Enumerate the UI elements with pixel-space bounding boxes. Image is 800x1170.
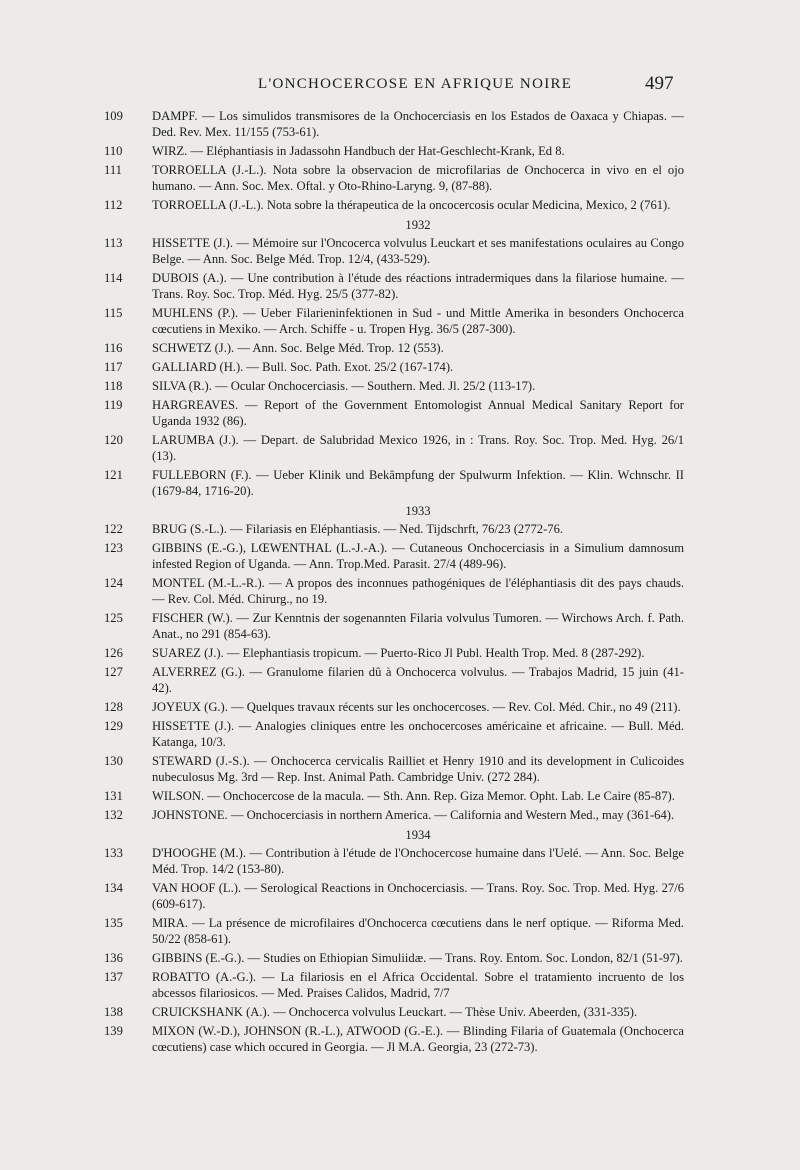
- entry-number: 119: [104, 398, 123, 413]
- entry-number: 112: [104, 198, 123, 213]
- entry-number: 120: [104, 433, 123, 448]
- entry-text: FISCHER (W.). — Zur Kenntnis der sogenannten Filaria volvulus Tumoren. — Wirchows Arch. f. Path. Anat., no 291 (854-63).: [152, 610, 684, 641]
- bibliography-entry: [104, 198, 684, 214]
- bibliography-entry: [104, 881, 684, 913]
- bibliography-entry: [104, 163, 684, 195]
- entry-number: 129: [104, 719, 123, 734]
- bibliography-entry: [104, 144, 684, 160]
- entry-text: D'HOOGHE (M.). — Contribution à l'étude de l'Onchocercose humaine dans l'Uelé. — Ann. Soc. Belge Méd. Trop. 14/2 (153-80).: [152, 845, 684, 876]
- bibliography-entry: [104, 576, 684, 608]
- entry-number: 117: [104, 359, 123, 374]
- bibliography-entry: [104, 789, 684, 805]
- entry-number: 110: [104, 143, 123, 158]
- entry-number: 115: [104, 305, 123, 320]
- running-title: L'ONCHOCERCOSE EN AFRIQUE NOIRE: [258, 76, 573, 92]
- bibliography-entry: [104, 109, 684, 141]
- entry-number: 135: [104, 915, 123, 930]
- bibliography-entry: [104, 646, 684, 662]
- entry-number: 128: [104, 699, 123, 714]
- year-heading: 1933: [405, 503, 431, 518]
- bibliography-entry: [104, 1005, 684, 1021]
- entry-number: 132: [104, 808, 123, 823]
- bibliography-entry: [104, 970, 684, 1002]
- bibliography-entry: [104, 916, 684, 948]
- entry-number: 109: [104, 109, 123, 123]
- entry-text: SCHWETZ (J.). — Ann. Soc. Belge Méd. Trop. 12 (553).: [152, 340, 444, 355]
- bibliography-entry: [104, 433, 684, 465]
- entry-number: 114: [104, 270, 123, 285]
- entry-text: WILSON. — Onchocercose de la macula. — Sth. Ann. Rep. Giza Memor. Opht. Lab. Le Caire (85-87).: [152, 789, 675, 804]
- entry-number: 130: [104, 754, 123, 769]
- entry-text: HISSETTE (J.). — Analogies cliniques entre les onchocercoses américaine et africaine. — Bull. Méd. Katanga, 10/3.: [152, 719, 684, 749]
- bibliography-entry: [104, 846, 684, 878]
- entry-text: JOYEUX (G.). — Quelques travaux récents sur les onchocercoses. — Rev. Col. Méd. Chir., no 49 (211).: [152, 699, 681, 714]
- entry-text: MIXON (W.-D.), JOHNSON (R.-L.), ATWOOD (G.-E.). — Blinding Filaria of Guatemala (Onchocerca cœcutiens) case which occured in Georgia. — Jl M.A. Georgia, 23 (272-73).: [152, 1024, 684, 1054]
- entry-text: SILVA (R.). — Ocular Onchocerciasis. — Southern. Med. Jl. 25/2 (113-17).: [152, 379, 536, 394]
- year-heading: 1934: [405, 828, 431, 843]
- entry-text: TORROELLA (J.-L.). Nota sobre la thérapeutica de la oncocercosis ocular Medicina, Mexico, 2 (761).: [152, 198, 671, 213]
- entry-text: LARUMBA (J.). — Depart. de Salubridad Mexico 1926, in : Trans. Roy. Soc. Trop. Med. Hyg. 26/1 (13).: [152, 433, 684, 464]
- bibliography-entry: [104, 719, 684, 751]
- bibliography-entry: [104, 379, 684, 395]
- entry-text: FULLEBORN (F.). — Ueber Klinik und Bekâmpfung der Spulwurm Infektion. — Klin. Wchnschr. II (1679-84, 1716-20).: [152, 468, 684, 499]
- bibliography-entry: [104, 541, 684, 573]
- entry-number: 113: [104, 235, 123, 250]
- entry-text: ROBATTO (A.-G.). — La filariosis en el Africa Occidental. Sobre el tratamiento incruento de los abcessos filariosicos. — Med. Praises Calidos, Madrid, 7/7: [152, 970, 684, 1000]
- bibliography-entry: [104, 360, 684, 376]
- entry-text: MUHLENS (P.). — Ueber Filarieninfektionen in Sud - und Mittle Amerika in besonders Onchocerca cœcutiens in Mexiko. — Arch. Schiffe - u. Tropen Hyg. 36/5 (287-300).: [152, 305, 684, 336]
- entry-text: VAN HOOF (L.). — Serological Reactions in Onchocerciasis. — Trans. Roy. Soc. Trop. Med. Hyg. 27/6 (609-617).: [152, 880, 684, 911]
- entry-number: 138: [104, 1005, 123, 1019]
- bibliography-entry: [104, 611, 684, 643]
- bibliography-entry: [104, 951, 684, 967]
- entry-number: 116: [104, 340, 123, 355]
- entry-number: 118: [104, 379, 123, 394]
- bibliography-entry: [104, 341, 684, 357]
- bibliography-entry: [104, 522, 684, 538]
- entry-number: 133: [104, 845, 123, 860]
- bibliography-entry: [104, 271, 684, 303]
- bibliography-entry: [104, 306, 684, 338]
- entry-number: 136: [104, 950, 123, 965]
- entry-text: DAMPF. — Los simulidos transmisores de la Onchocerciasis en los Estados de Oaxaca y Chiapas. — Ded. Rev. Mex. 11/155 (753-61).: [152, 109, 684, 139]
- entry-number: 123: [104, 540, 123, 555]
- bibliography-entry: [104, 665, 684, 697]
- entry-number: 125: [104, 610, 123, 625]
- entry-number: 111: [104, 163, 122, 178]
- entry-text: GALLIARD (H.). — Bull. Soc. Path. Exot. 25/2 (167-174).: [152, 359, 454, 374]
- entry-text: GIBBINS (E.-G.), LŒWENTHAL (L.-J.-A.). — Cutaneous Onchocerciasis in a Simulium damnosum infested Region of Uganda. — Ann. Trop.Med. Parasit. 27/4 (489-96).: [152, 540, 684, 571]
- bibliography-list: [104, 109, 684, 1059]
- entry-text: STEWARD (J.-S.). — Onchocerca cervicalis Railliet et Henry 1910 and its development in Culicoides nubeculosus Mg. 3rd — Rep. Inst. Animal Path. Cambridge Univ. (272 284).: [152, 754, 684, 784]
- bibliography-entry: [104, 236, 684, 268]
- entry-text: SUAREZ (J.). — Elephantiasis tropicum. — Puerto-Rico Jl Publ. Health Trop. Med. 8 (287-292).: [152, 645, 645, 660]
- entry-number: 126: [104, 645, 123, 660]
- year-heading: 1932: [405, 217, 431, 232]
- entry-text: CRUICKSHANK (A.). — Onchocerca volvulus Leuckart. — Thèse Univ. Abeerden, (331-335).: [152, 1005, 638, 1019]
- entry-text: MIRA. — La présence de microfilaires d'Onchocerca cœcutiens dans le nerf optique. — Riforma Med. 50/22 (858-61).: [152, 915, 684, 946]
- entry-number: 122: [104, 521, 123, 536]
- entry-text: HARGREAVES. — Report of the Government Entomologist Annual Medical Sanitary Report for Uganda 1932 (86).: [152, 398, 684, 429]
- bibliography-entry: [104, 1024, 684, 1056]
- entry-number: 134: [104, 880, 123, 895]
- entry-text: HISSETTE (J.). — Mémoire sur l'Oncocerca volvulus Leuckart et ses manifestations oculaires au Congo Belge. — Ann. Soc. Belge Méd. Trop. 12/4, (433-529).: [152, 235, 684, 266]
- entry-text: DUBOIS (A.). — Une contribution à l'étude des réactions intradermiques dans la filariose humaine. — Trans. Roy. Soc. Trop. Méd. Hyg. 25/5 (377-82).: [152, 270, 684, 301]
- bibliography-entry: [104, 808, 684, 824]
- entry-number: 139: [104, 1024, 123, 1039]
- entry-text: MONTEL (M.-L.-R.). — A propos des inconnues pathogéniques de l'éléphantiasis dit des pays chauds. — Rev. Col. Méd. Chirurg., no 19.: [152, 575, 684, 606]
- bibliography-entry: [104, 754, 684, 786]
- entry-text: BRUG (S.-L.). — Filariasis en Eléphantiasis. — Ned. Tijdschrft, 76/23 (2772-76.: [152, 521, 564, 536]
- running-header: [0, 73, 800, 100]
- entry-number: 127: [104, 664, 123, 679]
- entry-text: ALVERREZ (G.). — Granulome filarien dû à Onchocerca volvulus. — Trabajos Madrid, 15 juin (41-42).: [152, 664, 684, 695]
- bibliography-entry: [104, 700, 684, 716]
- bibliography-entry: [104, 398, 684, 430]
- entry-number: 137: [104, 970, 123, 985]
- bibliography-entry: [104, 468, 684, 500]
- entry-text: TORROELLA (J.-L.). Nota sobre la observacion de microfilarias de Onchocerca in vivo en el ojo humano. — Ann. Soc. Mex. Oftal. y Oto-Rhino-Laryng. 9, (87-88).: [152, 163, 684, 193]
- entry-number: 124: [104, 575, 123, 590]
- page-number: 497: [645, 73, 674, 94]
- entry-text: JOHNSTONE. — Onchocerciasis in northern America. — California and Western Med., may (361-64).: [152, 808, 675, 823]
- entry-number: 121: [104, 468, 123, 483]
- entry-text: WIRZ. — Eléphantiasis in Jadassohn Handbuch der Hat-Geschlecht-Krank, Ed 8.: [152, 143, 565, 158]
- entry-number: 131: [104, 789, 123, 804]
- entry-text: GIBBINS (E.-G.). — Studies on Ethiopian Simuliidæ. — Trans. Roy. Entom. Soc. London, 82/1 (51-97).: [152, 950, 683, 965]
